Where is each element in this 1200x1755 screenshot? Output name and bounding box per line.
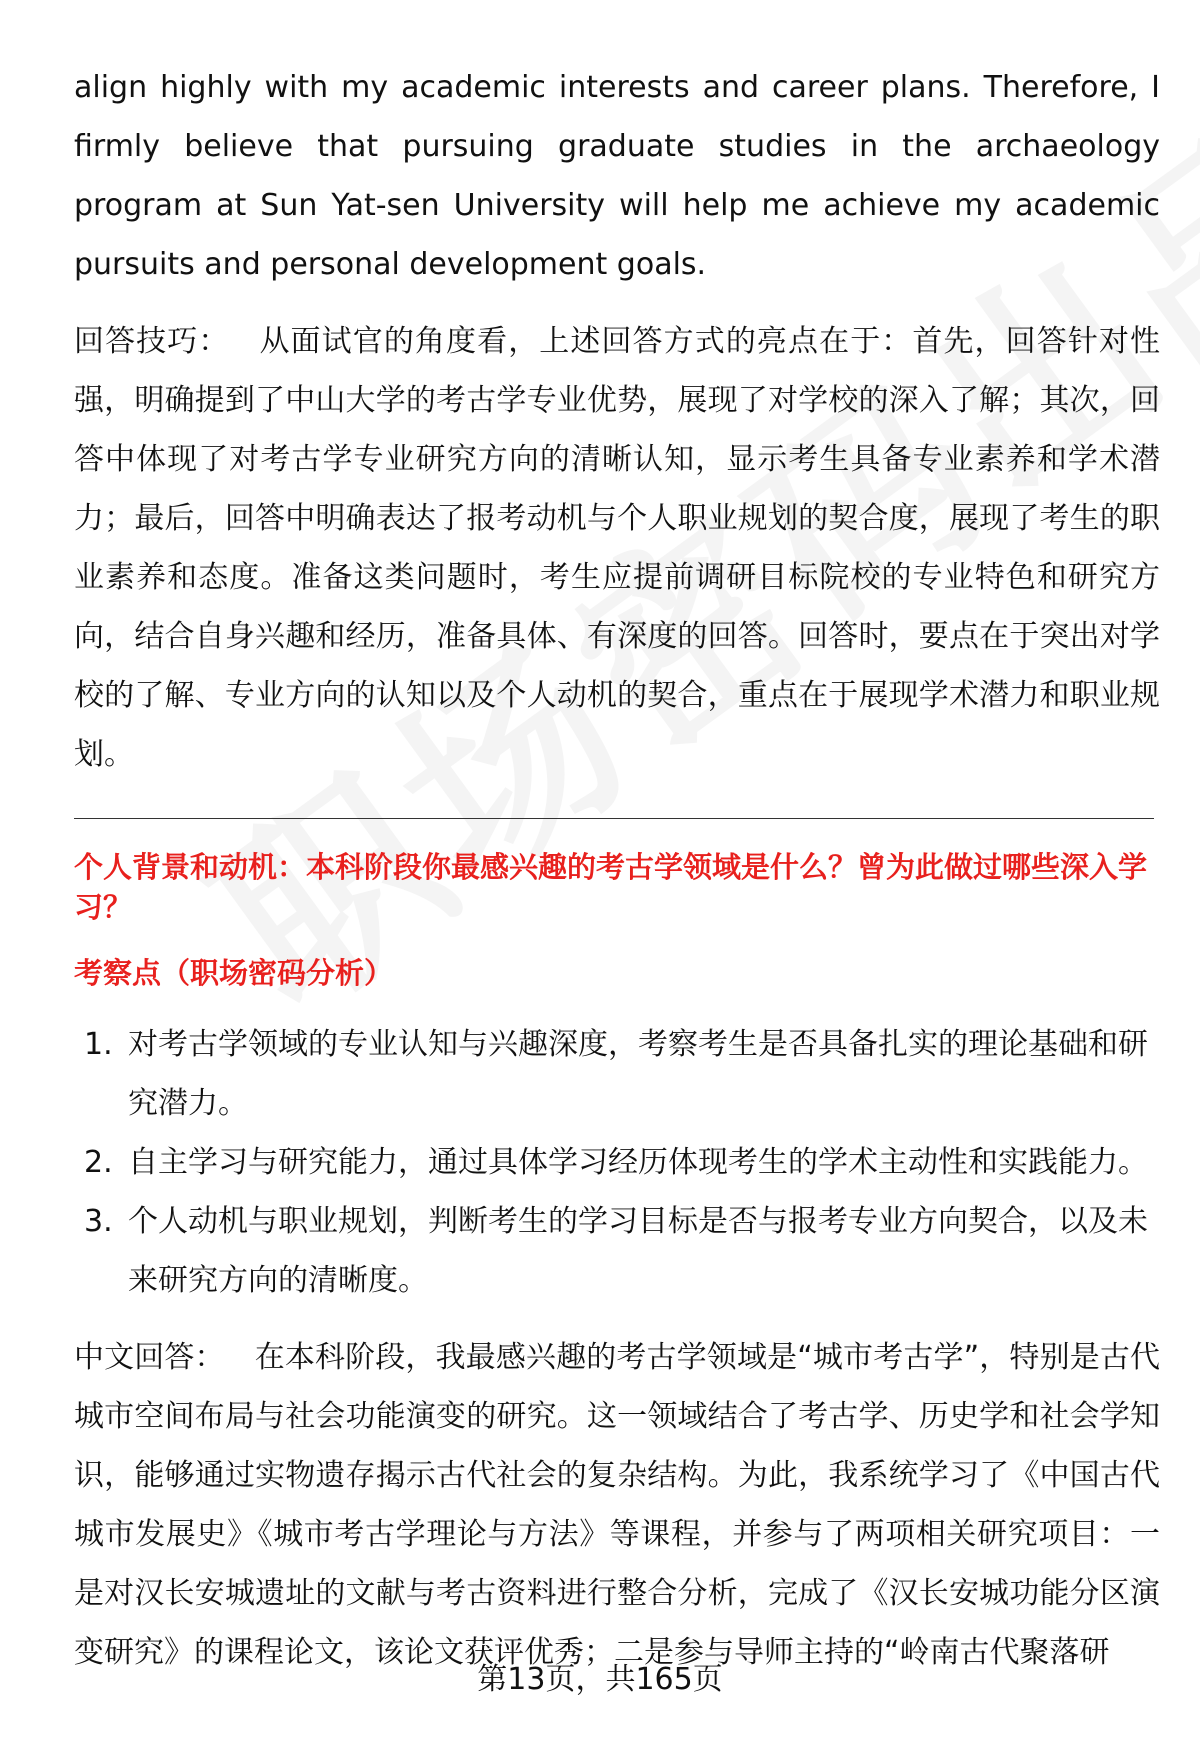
page-number: 第13页，共165页	[477, 1662, 723, 1697]
list-item	[74, 1133, 1160, 1192]
list-item-number: 2.	[84, 1145, 113, 1180]
answer-tip-paragraph	[74, 312, 1160, 784]
section-divider	[74, 818, 1154, 819]
question-title: 个人背景和动机：本科阶段你最感兴趣的考古学领域是什么？曾为此做过哪些深入学习？	[74, 850, 1148, 924]
list-item-number: 1.	[84, 1027, 113, 1062]
list-item	[74, 1015, 1160, 1133]
list-item-text: 自主学习与研究能力，通过具体学习经历体现考生的学术主动性和实践能力。	[128, 1145, 1148, 1180]
answer-tip-label: 回答技巧：	[74, 324, 230, 359]
assessment-heading: 考察点（职场密码分析）	[74, 956, 394, 990]
document-page	[74, 58, 1160, 1682]
chinese-answer-text: 在本科阶段，我最感兴趣的考古学领域是“城市考古学”，特别是古代城市空间布局与社会功能演变的研究。这一领域结合了考古学、历史学和社会学知识，能够通过实物遗存揭示古代社会的复杂结构。为此，我系统学习了《中国古代城市发展史》《城市考古学理论与方法》等课程，并参与了两项相关研究项目：一是对汉长安城遗址的文献与考古资料进行整合分析，完成了《汉长安城功能分区演变研究》的课程论文，该论文获评优秀；二是参与导师主持的“岭南古代聚落研	[74, 1340, 1160, 1670]
answer-tip-text: 从面试官的角度看，上述回答方式的亮点在于：首先，回答针对性强，明确提到了中山大学的考古学专业优势，展现了对学校的深入了解；其次，回答中体现了对考古学专业研究方向的清晰认知，显示考生具备专业素养和学术潜力；最后，回答中明确表达了报考动机与个人职业规划的契合度，展现了考生的职业素养和态度。准备这类问题时，考生应提前调研目标院校的专业特色和研究方向，结合自身兴趣和经历，准备具体、有深度的回答。回答时，要点在于突出对学校的了解、专业方向的认知以及个人动机的契合，重点在于展现学术潜力和职业规划。	[74, 324, 1161, 772]
list-item-text: 个人动机与职业规划，判断考生的学习目标是否与报考专业方向契合，以及未来研究方向的清晰度。	[128, 1204, 1148, 1298]
list-item-text: 对考古学领域的专业认知与兴趣深度，考察考生是否具备扎实的理论基础和研究潜力。	[128, 1027, 1148, 1121]
list-item	[74, 1192, 1160, 1310]
list-item-number: 3.	[84, 1204, 113, 1239]
english-answer-paragraph: align highly with my academic interests and career plans. Therefore, I firmly believe that pursuing graduate studies in the archaeology program at Sun Yat-sen University will help me achieve my academic pursuits and personal development goals.	[74, 70, 1160, 282]
chinese-answer-paragraph	[74, 1328, 1160, 1682]
assessment-list	[74, 1015, 1160, 1310]
chinese-answer-label: 中文回答：	[74, 1340, 225, 1375]
